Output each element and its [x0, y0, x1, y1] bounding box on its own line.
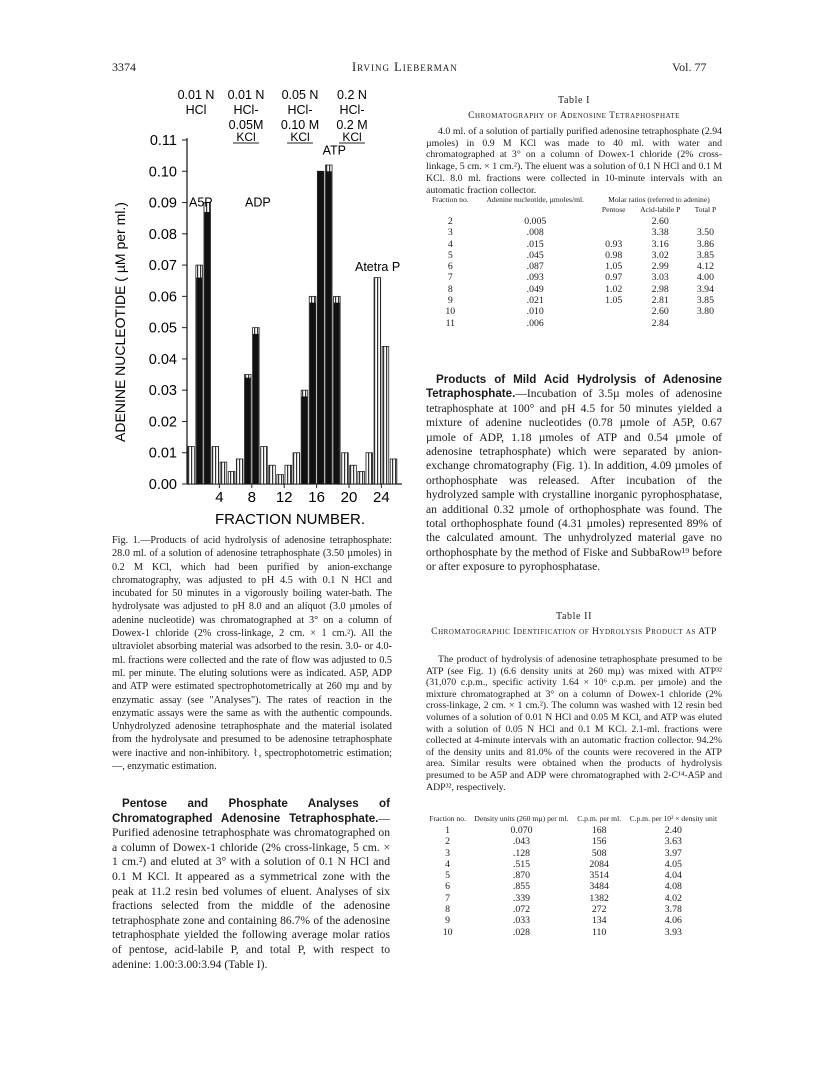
table-2-cell: .028 [512, 926, 531, 938]
table-1-cell [596, 306, 632, 317]
table-2-cell: .072 [512, 904, 531, 916]
enzymatic-bar [326, 171, 332, 484]
spectro-bar [350, 465, 357, 484]
y-tick-label: 0.06 [148, 289, 177, 306]
table-1-row [426, 295, 722, 306]
enzymatic-bar [196, 278, 202, 484]
table-1-cell: 2 [447, 216, 453, 227]
table-1-title: Table I [557, 95, 591, 106]
y-tick-label: 0.09 [148, 195, 177, 212]
table-2-cell: 3.93 [664, 926, 682, 938]
table-2-cell: 4.02 [664, 892, 682, 904]
table-1-header: Total P [694, 205, 717, 214]
table-2-subtitle: Chromatographic Identification of Hydrolysis Product as ATP [431, 626, 717, 637]
spectro-bar [358, 471, 365, 484]
table-1-row [426, 284, 722, 295]
spectro-bar [293, 453, 300, 484]
table-1-cell: 0.005 [524, 216, 547, 227]
table-1-cell: .008 [526, 227, 544, 239]
table-1-cell: 0.93 [605, 238, 623, 250]
table-1-cell [689, 216, 722, 227]
spectro-bar [342, 453, 349, 484]
table-1-cell: 3.85 [696, 295, 714, 307]
table-1-cell: 2.84 [651, 317, 669, 329]
peak-label: ADP [245, 195, 271, 210]
x-tick-label: 8 [247, 489, 256, 506]
table-1-cell: 2.81 [651, 295, 669, 307]
table-2-cell: 4.08 [664, 881, 682, 893]
x-tick-label: 16 [308, 489, 325, 506]
table-1-header: Fraction no. [431, 195, 469, 204]
x-axis-title: FRACTION NUMBER. [215, 511, 365, 528]
table-1-cell: .006 [526, 317, 544, 329]
table-2-row [426, 915, 722, 926]
table-1-cell: 3.16 [651, 238, 669, 250]
table-2-cell: 3.63 [664, 836, 682, 848]
table-2-row [426, 848, 722, 859]
table-2-cell: 5 [445, 870, 451, 882]
table-2-cell: 4.06 [664, 915, 682, 927]
section-body: —Incubation of 3.5µ moles of adenosine tetraphosphate at 100° and pH 4.5 for 50 minutes yielded a mixture of adenine nucleotides (0.78 µmole of A5P, 0.67 µmole of ADP, 1.18 µmoles of ATP and 0.54 µmole of adenosine tetraphosphate) which were separated by anion-exchange chromatography (Fig. 1). In addition, 4.09 µmoles of orthophosphate was released. After incubation of the hydrolyzed sample with crystalline inorganic pyrophosphatase, an additional 0.32 µmole of orthophosphate was found. The total orthophosphate found (4.31 µmoles) represented 89% of the calculated amount. The unhydrolyzed material gave no orthophosphate by the method of Fiske and SubbaRow¹⁹ before or after exposure to pyrophosphatase. [426, 387, 722, 574]
table-2-row [426, 836, 722, 847]
table-2-cell: .033 [512, 915, 531, 927]
table-2-cell: .339 [512, 892, 531, 904]
table-2-cell: 0.070 [510, 825, 533, 836]
table-1-description: 4.0 ml. of a solution of partially purified adenosine tetraphosphate (2.94 µmoles) in 0.9 M KCl was made to 40 ml. with water and chromatographed at 3° on a column of Dowex-1 chloride (2% cross-linkage, 5 cm. × 1 cm.²). The eluent was a solution of 0.1 N HCl and 0.1 M KCl. 8.0 ml. fractions were collected in 10-minute intervals with an automatic fraction collector. [426, 126, 722, 196]
table-1-row [426, 216, 722, 227]
table-2-row [426, 927, 722, 938]
table-1-cell: 11 [445, 317, 456, 329]
table-1-cell: .021 [526, 295, 544, 307]
pentose-phosphate-section [112, 797, 390, 972]
spectro-bar [390, 459, 397, 484]
table-1-cell: 3.85 [696, 249, 714, 261]
figure-caption: Fig. 1.—Products of acid hydrolysis of adenosine tetraphosphate: 28.0 ml. of a solution of adenosine tetraphosphate (3.50 µmoles) in 0.2 M KCl, which had been purified by anion-exchange chromatography, was adjusted to pH 4.5 with 0.1 N HCl and incubated for 50 minutes in a vigorously boiling water-bath. The hydrolysate was adjusted to pH 8.0 and an aliquot (3.0 µmoles of adenine nucleotide) was chromatographed at 3° on a column of Dowex-1 chloride (2% cross-linkage, 2 cm. × 1 cm.²). All the ultraviolet absorbing material was adsorbed to the resin. 3.0- or 4.0-ml. fractions were collected and the rate of flow was adjusted to 0.5 ml. per minute. The eluting solutions were as indicated. A5P, ADP and ATP were estimated spectrophotometrically at 260 mµ and by enzymatic assay (see "Analyses"). The rates of reaction in the enzymatic assays were the same as with the authentic compounds. Unhydrolyzed adenosine tetraphosphate and the material isolated from the hydrolysate and presumed to be adenosine tetraphosphate were inactive and non-inhibitory. ⌇, spectrophotometric estimation; —, enzymatic estimation. [112, 535, 392, 773]
table-2-cell: .043 [512, 836, 531, 848]
table-1-cell: 1.05 [605, 295, 623, 307]
y-tick-label: 0.05 [148, 320, 177, 337]
y-tick-label: 0.02 [148, 414, 177, 431]
eluent-label: HCl [185, 103, 207, 117]
table-1-cell: .010 [526, 306, 544, 318]
table-1-cell: 8 [447, 283, 453, 295]
table-1-cell: 0.97 [605, 272, 623, 284]
table-1-cell: 4 [447, 238, 453, 250]
table-2-cell: 1 [445, 825, 451, 836]
spectro-bar [374, 278, 381, 484]
table-1 [426, 196, 722, 329]
table-2-cell: .128 [512, 847, 531, 859]
spectro-bar [188, 446, 195, 484]
eluent-label: 0.10 M [280, 118, 320, 132]
eluent-label: HCl- [339, 103, 365, 117]
table-2-cell: 3514 [589, 870, 609, 882]
table-2-cell: 6 [445, 881, 451, 893]
spectro-bar [261, 446, 268, 484]
table-2-cell: 4.05 [664, 858, 682, 870]
table-2-cell: 2.40 [664, 825, 682, 836]
table-1-cell: .045 [526, 249, 544, 261]
table-1-cell: .093 [526, 272, 544, 284]
spectro-bar [382, 346, 389, 484]
table-1-header: Adenine nucleotide, µmoles/ml. [486, 195, 585, 204]
table-1-row [426, 227, 722, 238]
running-author: Irving Lieberman [352, 60, 458, 74]
spectro-bar [220, 462, 227, 484]
spectro-bar [269, 465, 276, 484]
table-1-cell: .049 [526, 283, 544, 295]
y-tick-label: 0.01 [148, 445, 177, 462]
table-2-cell: 3 [445, 847, 451, 859]
eluent-label: KCl [290, 130, 310, 144]
table-1-subtitle: Chromatography of Adenosine Tetraphosphate [468, 110, 680, 121]
eluent-label: 0.2 N [337, 88, 367, 102]
table-1-cell: 3.94 [696, 283, 714, 295]
table-2-title: Table II [555, 611, 593, 622]
table-1-cell: 1.02 [605, 283, 623, 295]
table-2-cell: 3484 [589, 881, 609, 893]
table-1-cell: .015 [526, 238, 544, 250]
table-1-cell: 3.86 [696, 238, 714, 250]
table-2-cell: .515 [512, 858, 531, 870]
y-tick-label: 0.08 [148, 226, 177, 243]
table-2-cell: 3.97 [664, 847, 682, 859]
table-2-row [426, 893, 722, 904]
table-1-cell: 2.98 [651, 283, 669, 295]
table-1-header: Pentose [601, 205, 626, 214]
spectro-bar [212, 446, 219, 484]
y-tick-label: 0.00 [148, 477, 177, 493]
table-2-cell: 3.78 [664, 904, 682, 916]
peak-label: ATP [322, 143, 347, 158]
table-1-header: Molar ratios (referred to adenine) [608, 195, 710, 204]
eluent-label: HCl- [287, 103, 313, 117]
x-tick-label: 24 [373, 489, 390, 506]
table-1-cell: 6 [447, 261, 453, 273]
table-1-cell: .087 [526, 261, 544, 273]
spectro-bar [277, 475, 284, 484]
figure-1-chart [80, 84, 410, 532]
enzymatic-bar [253, 334, 259, 484]
table-2-cell: .870 [512, 870, 531, 882]
table-2-cell: 508 [591, 847, 607, 859]
table-1-row [426, 239, 722, 250]
eluent-label: HCl- [233, 103, 259, 117]
table-2-row [426, 859, 722, 870]
table-1-row [426, 261, 722, 272]
table-1-cell [596, 227, 632, 238]
table-1-cell: 3.38 [651, 227, 669, 239]
table-2-header: C.p.m. per ml. [577, 814, 622, 823]
table-2 [426, 815, 722, 938]
spectro-bar [285, 465, 292, 484]
enzymatic-bar [204, 212, 210, 484]
table-2-cell: 168 [591, 825, 607, 836]
table-1-cell: 9 [447, 295, 453, 307]
spectro-bar [236, 459, 243, 484]
eluent-label: 0.05M [228, 118, 264, 132]
table-1-cell [596, 318, 632, 329]
table-1-cell: 3.80 [696, 306, 714, 318]
y-tick-label: 0.11 [149, 133, 177, 149]
table-1-cell [596, 216, 632, 227]
y-tick-label: 0.03 [148, 383, 177, 400]
table-2-cell: 8 [445, 904, 451, 916]
table-2-row [426, 825, 722, 836]
table-2-cell: .855 [512, 881, 531, 893]
table-2-cell: 272 [591, 904, 607, 916]
table-1-cell: 3.50 [696, 227, 714, 239]
table-2-row [426, 904, 722, 915]
spectro-bar [228, 471, 235, 484]
table-1-cell: 7 [447, 272, 453, 284]
enzymatic-bar [245, 378, 251, 484]
enzymatic-bar [310, 303, 316, 484]
y-tick-label: 0.04 [148, 351, 177, 368]
table-2-header: Density units (260 mµ) per ml. [474, 814, 569, 823]
table-2-cell: 156 [591, 836, 607, 848]
table-1-row [426, 272, 722, 283]
table-2-description: The product of hydrolysis of adenosine tetraphosphate presumed to be ATP (see Fig. 1) (6.6 density units at 260 mµ) was mixed with ATP³² (31,070 c.p.m., specific activity 1.64 × 10⁶ c.p.m. per µmole) and the mixture chromatographed at 3° on a column of Dowex-1 chloride (2% cross-linkage, 2 cm. × 1 cm.²). The column was washed with 12 resin bed volumes of a solution of 0.01 N HCl and 0.05 M KCl, and ATP was eluted with a solution of 0.05 N HCl and 0.1 M KCl. 2.1-ml. fractions were collected at 4-minute intervals with an automatic fraction collector. 94.2% of the density units and 81.0% of the counts were recovered in the ATP area. Similar results were obtained when the products of hydrolysis presumed to be A5P and ADP were chromatographed with 2-C¹⁴-A5P and ADP³², respectively. [426, 654, 722, 793]
table-1-cell: 5 [447, 249, 453, 261]
y-axis-title: ADENINE NUCLEOTIDE ( µM per ml.) [112, 202, 128, 442]
y-tick-label: 0.10 [148, 164, 177, 181]
section-body: —Purified adenosine tetraphosphate was chromatographed on a column of Dowex-1 chloride (2% cross-linkage, 5 cm. × 1 cm.²) and eluted at 3° with a solution of 0.1 N HCl and 0.1 M KCl. It appeared as a symmetrical zone with the peak at 11.2 resin bed volumes of eluent. Analyses of six fractions selected from the middle of the adenosine tetraphosphate zone and containing 86.7% of the adenosine tetraphosphate yielded the following average molar ratios of pentose, acid-labile P, and total P, with respect to adenine: 1.00:3.00:3.94 (Table I). [112, 811, 390, 971]
table-2-row [426, 870, 722, 881]
table-1-cell: 3.03 [651, 272, 669, 284]
table-1-cell [689, 318, 722, 329]
table-1-cell: 2.99 [651, 261, 669, 273]
table-2-cell: 2084 [589, 858, 609, 870]
eluent-label: 0.05 N [281, 88, 319, 102]
eluent-label: KCl [236, 130, 256, 144]
table-1-header: Acid-labile P [640, 205, 681, 214]
table-1-cell: 2.60 [651, 216, 669, 227]
table-1-row [426, 306, 722, 317]
table-2-row [426, 881, 722, 892]
table-1-cell: 3 [447, 227, 453, 239]
enzymatic-bar [302, 396, 308, 484]
x-tick-label: 20 [340, 489, 358, 506]
eluent-label: KCl [342, 130, 362, 144]
table-1-row [426, 250, 722, 261]
table-2-header: Fraction no. [429, 814, 466, 823]
table-2-cell: 134 [591, 915, 607, 927]
table-1-cell: 10 [445, 306, 456, 318]
table-2-cell: 2 [445, 836, 451, 848]
table-2-cell: 9 [445, 915, 451, 927]
table-1-cell: 3.02 [651, 249, 669, 261]
y-tick-label: 0.07 [148, 258, 177, 275]
table-1-cell: 4.12 [696, 261, 714, 273]
table-2-cell: 4.04 [664, 870, 682, 882]
table-1-cell: 4.00 [696, 272, 714, 284]
table-2-cell: 10 [442, 926, 453, 938]
enzymatic-bar [318, 171, 324, 484]
table-2-header: C.p.m. per 10² × density unit [629, 814, 718, 823]
section-heading: Pentose and Phosphate Analyses of Chromatographed Adenosine Tetraphosphate. [112, 797, 390, 825]
eluent-label: 0.01 N [227, 88, 265, 102]
table-2-cell: 7 [445, 892, 451, 904]
eluent-label: 0.2 M [336, 118, 368, 132]
mild-acid-hydrolysis-section [426, 373, 722, 575]
table-2-cell: 4 [445, 858, 451, 870]
section-heading: Products of Mild Acid Hydrolysis of Adenosine Tetraphosphate. [426, 373, 722, 401]
page-number: 3374 [112, 60, 136, 74]
table-2-cell: 110 [591, 926, 607, 938]
spectro-bar [366, 453, 373, 484]
table-1-cell: 0.98 [605, 249, 623, 261]
volume-label: Vol. 77 [672, 60, 707, 74]
peak-label: Atetra P [355, 260, 401, 275]
table-2-cell: 1382 [589, 892, 609, 904]
eluent-label: 0.01 N [177, 88, 215, 102]
peak-label: A5P [189, 195, 213, 210]
enzymatic-bar [334, 303, 340, 484]
x-tick-label: 12 [275, 489, 293, 506]
table-1-cell: 1.05 [605, 261, 623, 273]
x-tick-label: 4 [215, 489, 224, 506]
table-1-row [426, 318, 722, 329]
table-1-cell: 2.60 [651, 306, 669, 318]
